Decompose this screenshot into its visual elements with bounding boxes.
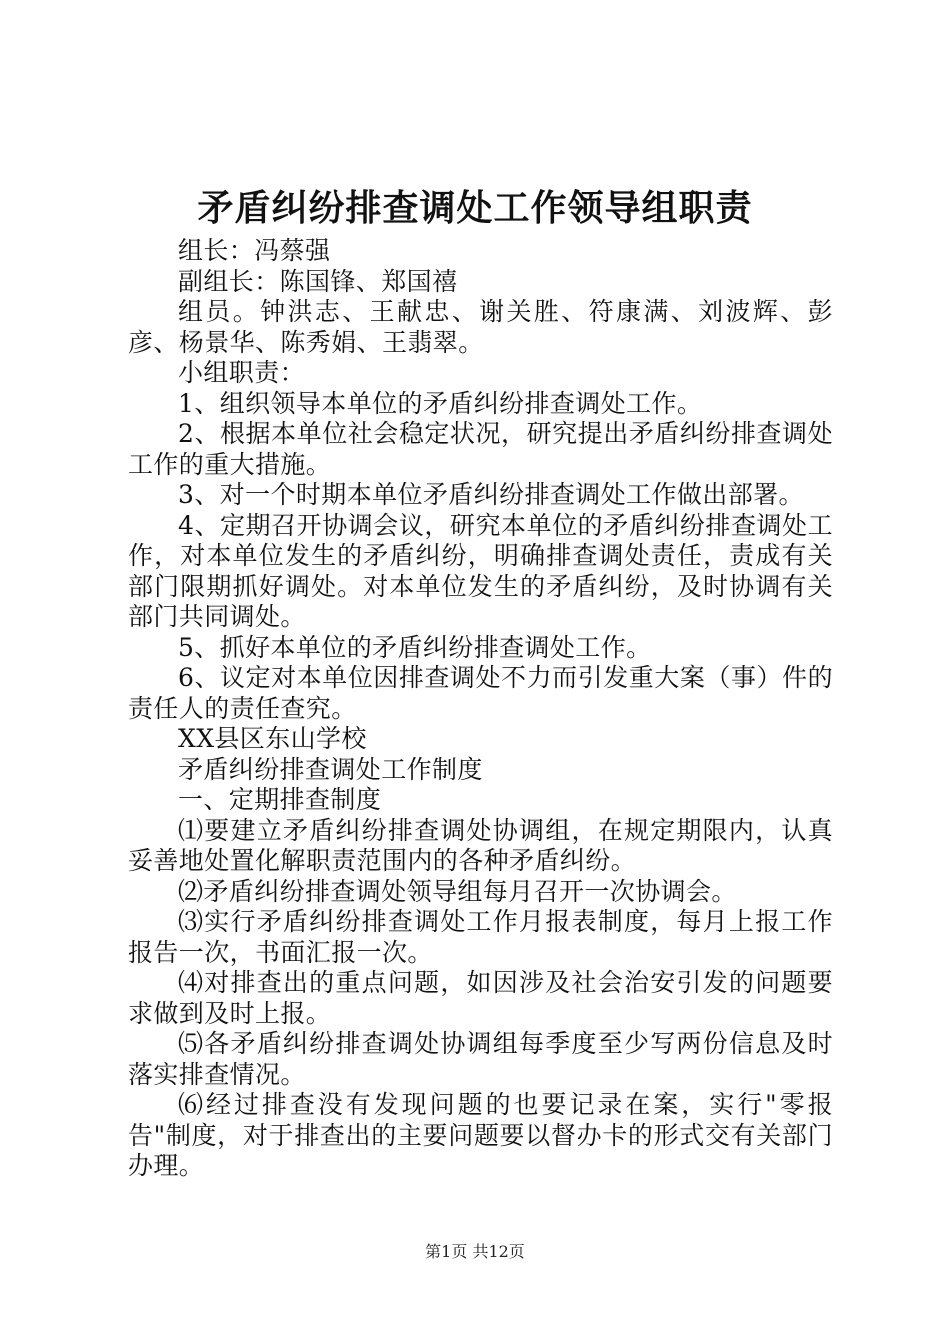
paragraph: 一、定期排查制度 xyxy=(178,785,382,814)
paragraph: 副组长：陈国锋、郑国禧 xyxy=(178,266,458,296)
paragraph: 6、议定对本单位因排查调处不力而引发重大案（事）件的责任人的责任查究。 xyxy=(128,663,833,723)
page-number-footer: 第1页 共12页 xyxy=(425,1242,525,1261)
paragraph: ⑶实行矛盾纠纷排查调处工作月报表制度，每月上报工作报告一次，书面汇报一次。 xyxy=(128,907,833,967)
paragraph: 2、根据本单位社会稳定状况，研究提出矛盾纠纷排查调处工作的重大措施。 xyxy=(128,419,833,479)
paragraph: 组员。钟洪志、王献忠、谢关胜、符康满、刘波辉、彭彦、杨景华、陈秀娟、王翡翠。 xyxy=(128,297,833,357)
paragraph: 矛盾纠纷排查调处工作制度 xyxy=(178,754,483,784)
paragraph: 组长：冯蔡强 xyxy=(178,236,331,265)
paragraph: XX县区东山学校 xyxy=(178,724,367,753)
paragraph: ⑴要建立矛盾纠纷排查调处协调组，在规定期限内，认真妥善地处置化解职责范围内的各种矛盾纠纷。 xyxy=(128,815,833,875)
paragraph: 5、抓好本单位的矛盾纠纷排查调处工作。 xyxy=(178,632,652,662)
paragraph: ⑹经过排查没有发现问题的也要记录在案，实行"零报告"制度，对于排查出的主要问题要以督办卡的形式交有关部门办理。 xyxy=(128,1090,833,1180)
paragraph: ⑸各矛盾纠纷排查调处协调组每季度至少写两份信息及时落实排查情况。 xyxy=(128,1029,833,1089)
paragraph: 1、组织领导本单位的矛盾纠纷排查调处工作。 xyxy=(178,388,703,418)
paragraph: 3、对一个时期本单位矛盾纠纷排查调处工作做出部署。 xyxy=(178,480,804,509)
paragraph: ⑵矛盾纠纷排查调处领导组每月召开一次协调会。 xyxy=(178,876,737,906)
document-body xyxy=(128,236,833,1182)
document-title: 矛盾纠纷排查调处工作领导组职责 xyxy=(197,187,753,229)
paragraph: ⑷对排查出的重点问题，如因涉及社会治安引发的问题要求做到及时上报。 xyxy=(128,968,833,1028)
paragraph: 小组职责： xyxy=(178,358,306,387)
paragraph: 4、定期召开协调会议，研究本单位的矛盾纠纷排查调处工作，对本单位发生的矛盾纠纷，明确排查调处责任，责成有关部门限期抓好调处。对本单位发生的矛盾纠纷，及时协调有关部门共同调处。 xyxy=(128,510,833,631)
